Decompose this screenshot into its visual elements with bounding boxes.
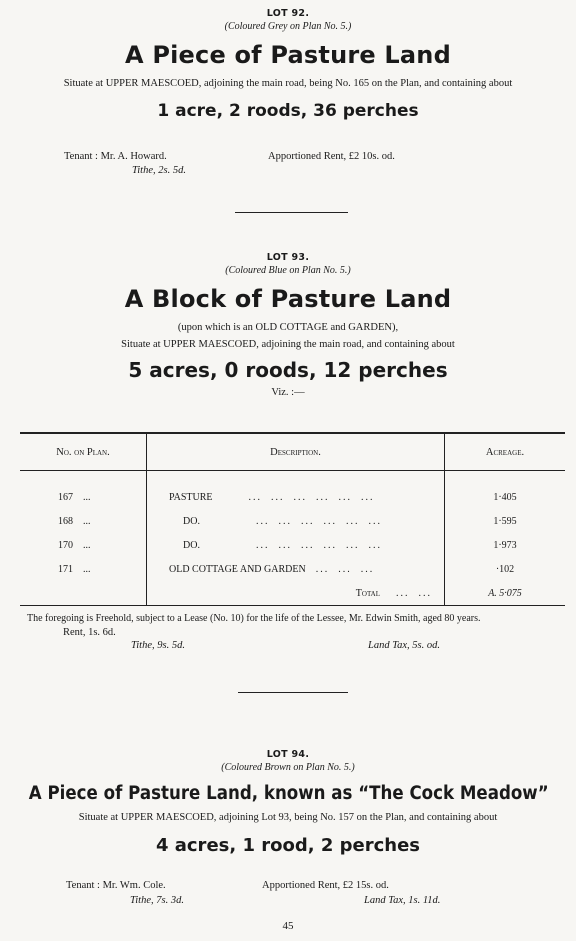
lot-93-area: 5 acres, 0 roods, 12 perches bbox=[128, 358, 448, 382]
lot-94-tenant: Tenant : Mr. Wm. Cole. bbox=[66, 880, 166, 891]
lot-92-area: 1 acre, 2 roods, 36 perches bbox=[157, 101, 419, 121]
acreage: ·102 bbox=[445, 557, 566, 581]
table-total-row: Total ... ... A. 5·075 bbox=[20, 581, 565, 606]
lot-94-land-tax: Land Tax, 1s. 11d. bbox=[364, 895, 441, 906]
description: DO. bbox=[183, 539, 200, 551]
lot-93-title: A Block of Pasture Land bbox=[124, 285, 452, 313]
lot-94-plan: (Coloured Brown on Plan No. 5.) bbox=[221, 762, 355, 773]
lot-92-tenant: Tenant : Mr. A. Howard. bbox=[64, 151, 167, 162]
header-description: Description. bbox=[147, 433, 445, 471]
lot-93-upon: (upon which is an OLD COTTAGE and GARDEN), bbox=[177, 322, 399, 333]
lot-94-rent: Apportioned Rent, £2 15s. od. bbox=[262, 880, 389, 891]
description: DO. bbox=[183, 515, 200, 527]
lot-93-tithe: Tithe, 9s. 5d. bbox=[131, 640, 185, 651]
lot-92-plan: (Coloured Grey on Plan No. 5.) bbox=[224, 21, 352, 32]
acreage: 1·405 bbox=[445, 485, 566, 509]
section-divider bbox=[238, 692, 348, 693]
acreage: 1·595 bbox=[445, 509, 566, 533]
lot-92 bbox=[0, 8, 576, 121]
lot-94 bbox=[0, 749, 576, 856]
lot-93-table bbox=[20, 432, 565, 606]
lot-93 bbox=[0, 252, 576, 398]
lot-93-viz: Viz. :— bbox=[271, 387, 305, 398]
lot-92-situate: Situate at UPPER MAESCOED, adjoining the main road, being No. 165 on the Plan, and containing about bbox=[63, 78, 513, 89]
plan-number: 171 bbox=[58, 563, 73, 575]
total-acreage: A. 5·075 bbox=[445, 581, 566, 606]
section-divider bbox=[235, 212, 348, 213]
lot-93-land-tax: Land Tax, 5s. od. bbox=[368, 640, 440, 651]
description: OLD COTTAGE AND GARDEN bbox=[169, 563, 306, 575]
plan-number: 168 bbox=[58, 515, 73, 527]
lot-94-tithe: Tithe, 7s. 3d. bbox=[130, 895, 184, 906]
lot-94-label: LOT 94. bbox=[266, 749, 310, 760]
lot-94-title: A Piece of Pasture Land, known as “The Cock Meadow” bbox=[28, 783, 549, 804]
lot-92-tithe: Tithe, 2s. 5d. bbox=[132, 165, 186, 176]
lot-93-plan: (Coloured Blue on Plan No. 5.) bbox=[225, 265, 351, 276]
plan-number: 167 bbox=[58, 491, 73, 503]
lot-93-label: LOT 93. bbox=[266, 252, 310, 263]
lot-94-area: 4 acres, 1 rood, 2 perches bbox=[155, 835, 421, 856]
table-row: 170 ... DO. ... ... ... ... ... ... 1·973 bbox=[20, 533, 565, 557]
lot-92-title: A Piece of Pasture Land bbox=[125, 41, 451, 69]
plan-number: 170 bbox=[58, 539, 73, 551]
acreage: 1·973 bbox=[445, 533, 566, 557]
header-acreage: Acreage. bbox=[445, 433, 566, 471]
page-number: 45 bbox=[282, 920, 294, 932]
lot-94-situate: Situate at UPPER MAESCOED, adjoining Lot 93, being No. 157 on the Plan, and containing about bbox=[78, 812, 498, 823]
table-row: 168 ... DO. ... ... ... ... ... ... 1·595 bbox=[20, 509, 565, 533]
header-no-on-plan: No. on Plan. bbox=[20, 433, 147, 471]
description: PASTURE bbox=[169, 491, 213, 503]
lot-93-rent: Rent, 1s. 6d. bbox=[63, 627, 116, 638]
table-header-row bbox=[20, 433, 565, 471]
lot-92-rent: Apportioned Rent, £2 10s. od. bbox=[268, 151, 395, 162]
lot-92-label: LOT 92. bbox=[266, 8, 310, 19]
lot-93-situate: Situate at UPPER MAESCOED, adjoining the main road, and containing about bbox=[121, 339, 455, 350]
lot-93-freehold: The foregoing is Freehold, subject to a Lease (No. 10) for the life of the Lessee, Mr. Edwin Smith, aged 80 years. bbox=[27, 613, 481, 624]
total-label: Total bbox=[355, 587, 380, 599]
table-row: 171 ... OLD COTTAGE AND GARDEN ... ... ... ·102 bbox=[20, 557, 565, 581]
table-row: 167 ... PASTURE ... ... ... ... ... ... 1·405 bbox=[20, 485, 565, 509]
